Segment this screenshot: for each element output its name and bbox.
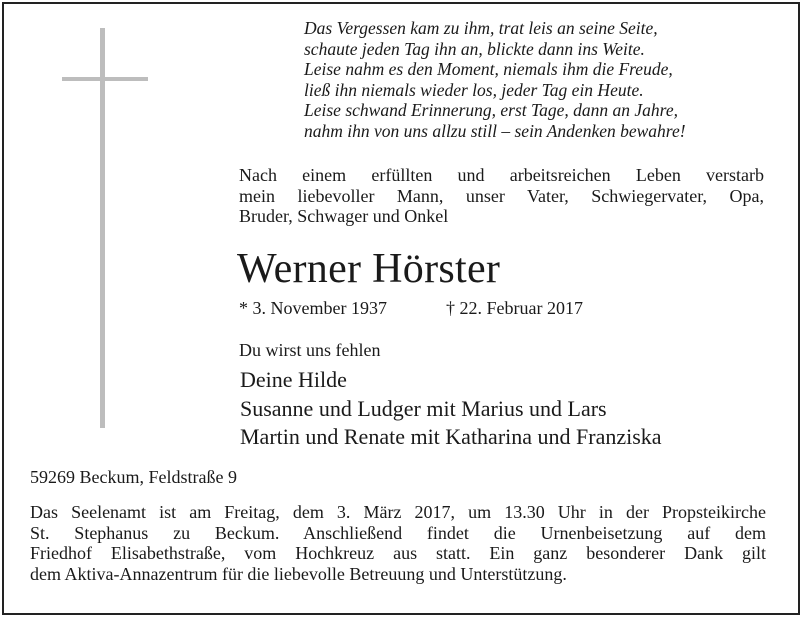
life-dates [239, 297, 583, 319]
service-line: Das Seelenamt ist am Freitag, dem 3. März 2017, um 13.30 Uhr in der Propsteikirche [30, 502, 766, 522]
family-address: 59269 Beckum, Feldstraße 9 [30, 467, 237, 487]
mourner-line: Martin und Renate mit Katharina und Franziska [240, 424, 662, 450]
poem-line: Das Vergessen kam zu ihm, trat leis an seine Seite, [304, 18, 658, 38]
deceased-name: Werner Hörster [237, 246, 501, 292]
birth-date: * 3. November 1937 [239, 298, 387, 318]
intro-line: Bruder, Schwager und Onkel [239, 206, 449, 227]
poem-line: nahm ihn von uns allzu still – sein Andenken bewahre! [304, 120, 686, 141]
mourner-line: Deine Hilde [240, 367, 347, 392]
death-date: † 22. Februar 2017 [446, 298, 583, 318]
mourners-list [240, 366, 662, 452]
mourner-line: Susanne und Ludger mit Marius und Lars [240, 395, 607, 421]
intro-line: Nach einem erfüllten und arbeitsreichen Leben verstarb [239, 165, 764, 185]
service-line: dem Aktiva-Annazentrum für die liebevolle Betreuung und Unterstützung. [30, 563, 567, 584]
mourners-intro: Du wirst uns fehlen [239, 340, 381, 360]
poem [304, 18, 774, 142]
cross-vertical-bar [100, 28, 105, 428]
cross-icon [62, 28, 148, 428]
intro-text [239, 165, 764, 227]
poem-line: schaute jeden Tag ihn an, blickte dann ins Weite. [304, 38, 645, 59]
service-details [30, 502, 766, 584]
cross-horizontal-bar [62, 77, 148, 81]
poem-line: Leise schwand Erinnerung, erst Tage, dann an Jahre, [304, 100, 678, 121]
poem-line: ließ ihn niemals wieder los, jeder Tag ein Heute. [304, 79, 644, 100]
intro-line: mein liebevoller Mann, unser Vater, Schwiegervater, Opa, [239, 185, 764, 206]
service-line: Friedhof Elisabethstraße, vom Hochkreuz aus statt. Ein ganz besonderer Dank gilt [30, 543, 766, 564]
poem-line: Leise nahm es den Moment, niemals ihm die Freude, [304, 59, 673, 80]
service-line: St. Stephanus zu Beckum. Anschließend findet die Urnenbeisetzung auf dem [30, 522, 766, 543]
